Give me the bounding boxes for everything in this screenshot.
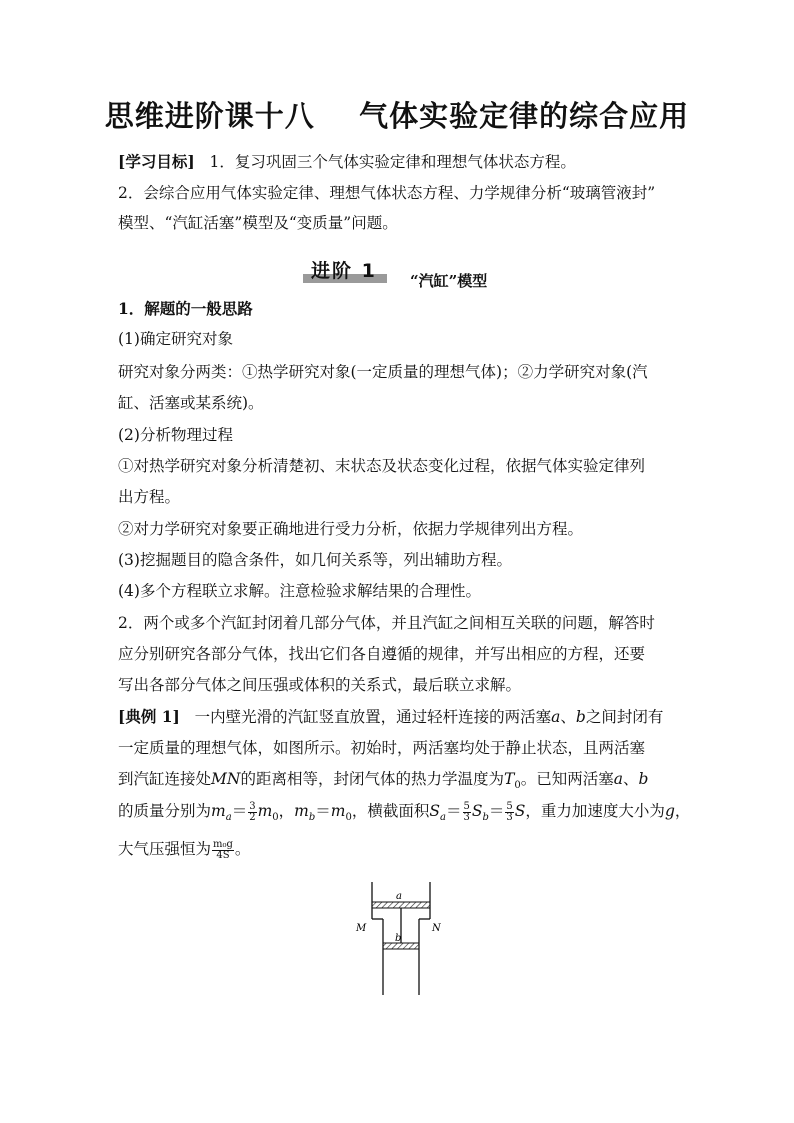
example-line-2: 一定质量的理想气体，如图所示。初始时，两活塞均处于静止状态，且两活塞 [118, 739, 646, 757]
example-label: [典例 1] [118, 707, 180, 726]
cylinder-diagram [350, 877, 450, 997]
label-a: a [396, 891, 402, 902]
objective-item-2-line-1: 2．会综合应用气体实验定律、理想气体状态方程、力学规律分析“玻璃管液封” [118, 184, 656, 202]
section1-para: 出方程。 [118, 488, 181, 506]
fraction-five-thirds: $\frac{5}{3}$ [506, 800, 513, 823]
stage-subtitle: “汽缸”模型 [410, 272, 488, 290]
section1-para: 研究对象分两类：①热学研究对象(一定质量的理想气体)；②力学研究对象(汽 [118, 363, 648, 381]
section2-line: 2．两个或多个汽缸封闭着几部分气体，并且汽缸之间相互关联的问题，解答时 [118, 614, 655, 632]
section1-para: (2)分析物理过程 [118, 426, 233, 444]
example-line-5: 大气压强恒为 $\frac{\text{m₀g}}{4S}$ 。 [118, 838, 251, 861]
piston-a [372, 902, 430, 908]
section1-heading: 1．解题的一般思路 [118, 299, 253, 318]
label-M: M [356, 923, 367, 934]
objective-item-1: 1．复习巩固三个气体实验定律和理想气体状态方程。 [209, 153, 576, 171]
section2-line: 写出各部分气体之间压强或体积的关系式，最后联立求解。 [118, 676, 522, 694]
fraction-pressure: $\frac{\text{m₀g}}{4S}$ [213, 838, 233, 861]
section1-para: 缸、活塞或某系统)。 [118, 394, 264, 412]
section1-para: (4)多个方程联立求解。注意检验求解结果的合理性。 [118, 582, 481, 600]
section1-para: (3)挖掘题目的隐含条件，如几何关系等，列出辅助方程。 [118, 551, 512, 569]
section2-line: 应分别研究各部分气体，找出它们各自遵循的规律，并写出相应的方程，还要 [118, 645, 646, 663]
fraction-five-thirds: $\frac{5}{3}$ [463, 800, 470, 823]
example-line-4: 的质量分别为$m_a=$ $\frac{3}{2}$ $m_0$，$m_b=m_0$，横截面积$S_a=$ $\frac{5}{3}$ $S_b=$ $\frac{5}{3}$ S，重力加速度大小为g， [118, 800, 691, 824]
page-title: 思维进阶课十八 气体实验定律的综合应用 [104, 99, 690, 133]
stage-banner [303, 256, 387, 280]
objective-item-2-line-2: 模型、“汽缸活塞”模型及“变质量”问题。 [118, 214, 398, 232]
stage-label: 进阶 1 [311, 260, 377, 282]
example-line-1: [典例 1] 一内壁光滑的汽缸竖直放置，通过轻杆连接的两活塞a、b之间封闭有 [118, 707, 664, 726]
section1-para: ②对力学研究对象要正确地进行受力分析，依据力学规律列出方程。 [118, 520, 584, 538]
objectives-label: [学习目标] [118, 152, 195, 171]
section1-para: ①对热学研究对象分析清楚初、末状态及状态变化过程，依据气体实验定律列 [118, 457, 646, 475]
label-b: b [395, 933, 402, 944]
example-line-3: 到汽缸连接处MN的距离相等，封闭气体的热力学温度为$T_0$。已知两活塞a、b [118, 770, 649, 792]
section1-para: (1)确定研究对象 [118, 330, 233, 348]
objectives-line-1 [118, 151, 688, 173]
label-N: N [432, 923, 441, 934]
fraction-three-halves: $\frac{3}{2}$ [249, 800, 256, 823]
